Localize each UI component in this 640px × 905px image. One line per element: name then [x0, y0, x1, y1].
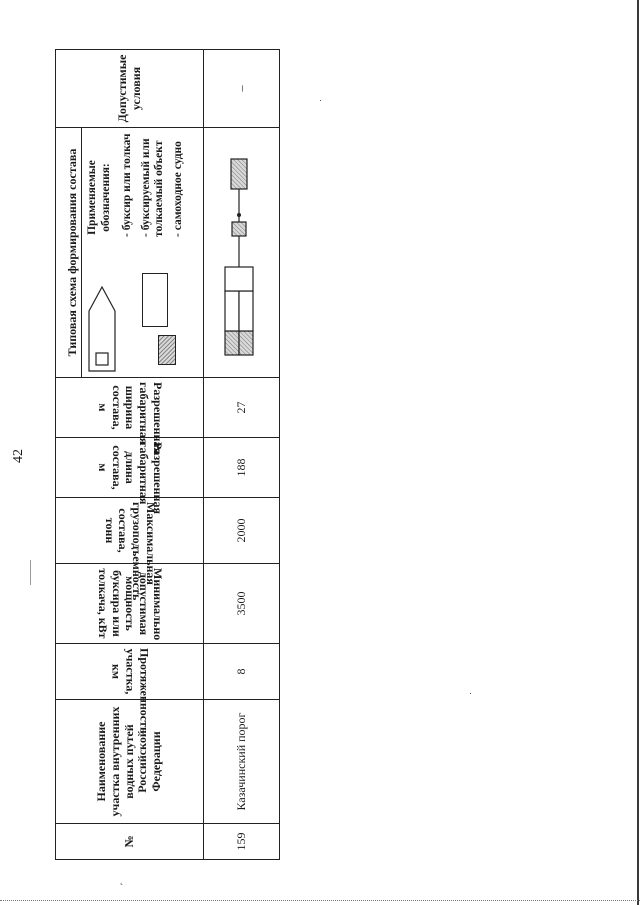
- cell-section-name: Казачинский порог: [204, 700, 280, 824]
- scan-edge-right: [637, 0, 639, 905]
- scan-edge-bottom: [0, 900, 640, 902]
- table-row: [204, 50, 280, 860]
- page-number: 42: [11, 449, 26, 463]
- tug-pusher-icon: [158, 335, 176, 365]
- barge-icon: [142, 273, 168, 327]
- tow-connector: [237, 214, 241, 218]
- scan-edge-left: [30, 560, 31, 585]
- cell-length: 8: [204, 644, 280, 700]
- self-propelled-vessel-icon: [87, 283, 117, 373]
- cell-allowed-width: 27: [204, 378, 280, 438]
- header-allowed-length: [56, 438, 204, 514]
- scan-speck: [320, 100, 321, 101]
- header-length: [56, 644, 204, 734]
- legend-item-barge: - буксируемый или толкаемый объект: [140, 138, 166, 237]
- legend-item-tug: - буксир или толкач: [120, 133, 133, 237]
- header-section-name: Наименование участка внутренних водных путей Российской Федерации: [56, 700, 204, 824]
- header-allowed-length-text: Разрешенная габаритная длина состава, м: [95, 442, 165, 514]
- header-num: №: [56, 824, 204, 860]
- cell-scheme: [204, 128, 280, 378]
- legend-item-self-propelled: - самоходное судно: [172, 141, 185, 237]
- cell-conditions: –: [204, 50, 280, 128]
- header-min-power-text: Минимально допустимая мощность буксира или толкача, кВт: [95, 568, 165, 641]
- header-scheme: [56, 128, 204, 378]
- cell-num: 159: [204, 824, 280, 860]
- header-allowed-width-text: Разрешенная габаритная ширина состава, м: [95, 382, 165, 454]
- header-max-capacity: [56, 498, 204, 601]
- legend-icons: [82, 267, 195, 377]
- rotated-table-wrapper: [55, 50, 279, 860]
- cell-allowed-length: 188: [204, 438, 280, 498]
- header-conditions: Допустимые условия: [56, 50, 204, 128]
- navigation-table: [55, 49, 280, 860]
- lead-tug: [231, 160, 247, 190]
- stray-mark: ˛: [120, 875, 124, 886]
- header-allowed-width: [56, 378, 204, 454]
- middle-tug: [232, 223, 246, 237]
- header-max-capacity-text: Максимальная грузоподъемность состава, тонн: [102, 502, 159, 601]
- cell-min-power: 3500: [204, 564, 280, 644]
- scan-speck: [470, 693, 471, 694]
- scheme-title: Типовая схема формирования состава: [64, 128, 83, 377]
- header-row: [56, 50, 204, 860]
- scheme-legend: [82, 128, 195, 377]
- cell-max-capacity: 2000: [204, 498, 280, 564]
- legend-text: [82, 128, 195, 267]
- legend-title: Применяемые обозначения:: [86, 160, 112, 235]
- pushed-barges-group: [225, 268, 253, 356]
- header-length-text: Протяженность участка, км: [109, 648, 152, 734]
- train-scheme-diagram: [207, 138, 277, 368]
